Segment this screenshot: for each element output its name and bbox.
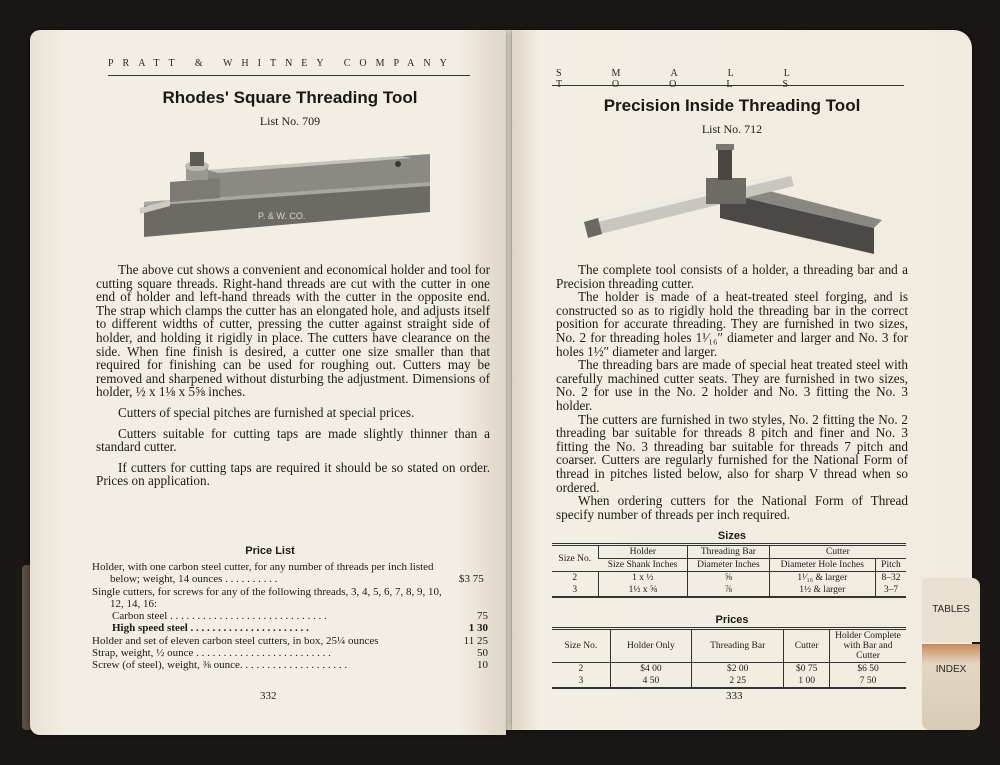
table-row: 3 1½ x ⅝ ⅞ 1½ & larger 3–7 xyxy=(552,584,906,597)
tab-tables[interactable]: TABLES xyxy=(922,578,980,642)
prices-title: Prices xyxy=(715,614,749,626)
list-number: List No. 709 xyxy=(259,114,321,128)
column-header: Size No. xyxy=(552,545,598,572)
column-header: Cutter xyxy=(784,629,830,663)
paragraph: Cutters suitable for cutting taps are made slightly thinner than a standard cutter. xyxy=(96,425,490,455)
group-header: Threading Bar xyxy=(688,545,770,559)
paragraph: The above cut shows a convenient and economical holder and tool for cutting square threads. Right-hand threads are cut with the cutter in one end of holder and left-hand threads with the cutter in the opposite end. The strap which clamps the cutter has an elongated hole, and adjusts itself to different widths of cutter, pressing the cutter against straight side of holder, and holding it rigidly in place. The cutters have clearance on the side. When fine finish is desired, a cutter one size smaller than that required for finishing can be used for roughing out. Cutters may be removed and sharpened without disturbing the adjustment. Dimensions of holder, ½ x 1⅛ x 5⅝ inches. xyxy=(96,262,490,400)
column-header: Threading Bar xyxy=(692,629,784,663)
paragraph: The threading bars are made of special heat treated steel with carefully machined cutter seats. They are furnished in two sizes, No. 2 for use in the No. 2 holder and No. 3 fitting the No. 3 holder. xyxy=(556,357,908,413)
price-row: Holder and set of eleven carbon steel cutters, in box, 25¼ ounces 11 25 xyxy=(92,634,488,647)
paragraph: The cutters are furnished in two styles, No. 2 fitting the No. 2 threading bar suitable for threads 8 pitch and finer and No. 3 fitting the No. 3 threading bar suitable for threads 7 pitch and coarser. Cutters are regularly furnished for the National Form of thread in pitches listed below, also for sharp V thread when so ordered. xyxy=(556,411,908,495)
column-header: Diameter Inches xyxy=(688,559,770,572)
price-row: Single cutters, for screws for any of the following threads, 3, 4, 5, 6, 7, 8, 9, 10, 12, 14, 16: xyxy=(92,585,442,610)
description-body xyxy=(96,263,490,495)
prices-table xyxy=(552,627,906,689)
column-header: Holder Complete with Bar and Cutter xyxy=(830,629,907,663)
page-title: Precision Inside Threading Tool xyxy=(603,96,861,115)
tab-index[interactable]: INDEX xyxy=(922,644,980,730)
paragraph: If cutters for cutting taps are required it should be so stated on order. Prices on application. xyxy=(96,459,490,489)
price-row: High speed steel . . . . . . . . . . . . . . . . . . . . . . 1 30 xyxy=(112,622,488,635)
right-page xyxy=(512,30,972,730)
header-rule xyxy=(552,85,904,86)
page-number: 332 xyxy=(260,690,277,702)
column-header: Holder Only xyxy=(610,629,691,663)
running-head: PRATT & WHITNEY COMPANY xyxy=(108,58,456,69)
price-list xyxy=(92,561,488,672)
column-header: Diameter Hole Inches xyxy=(769,559,875,572)
column-header: Size Shank Inches xyxy=(607,560,678,570)
sizes-title: Sizes xyxy=(717,530,747,542)
column-header: Size No. xyxy=(564,641,598,651)
table-row: 2 $4 00 $2 00 $0 75 $6 50 xyxy=(552,663,906,676)
list-number: List No. 712 xyxy=(701,122,763,136)
page-title: Rhodes' Square Threading Tool xyxy=(162,88,418,107)
table-row: 3 4 50 2 25 1 00 7 50 xyxy=(552,675,906,688)
price-row: Screw (of steel), weight, ⅜ ounce. . . . . . . . . . . . . . . . . . . . 10 xyxy=(92,659,488,672)
square-threading-tool-illustration xyxy=(130,142,440,242)
paragraph: The holder is made of a heat-treated steel forging, and is constructed so as to rigidly hold the threading bar in the correct position for accurate threading. They are furnished in two sizes, No. 2 for threading holes 1¹⁄₁₆″ diameter and larger and No. 3 for holes 1½″ diameter and larger. xyxy=(556,289,908,359)
inside-threading-tool-illustration xyxy=(582,142,892,264)
sizes-table xyxy=(552,543,906,598)
group-header: Cutter xyxy=(769,545,906,559)
left-page xyxy=(30,30,506,735)
column-header: Pitch xyxy=(875,559,906,572)
paragraph: When ordering cutters for the National Form of Thread specify number of threads per inch required. xyxy=(556,493,908,522)
page-number: 333 xyxy=(726,690,743,702)
paragraph: The complete tool consists of a holder, a threading bar and a Precision threading cutter. xyxy=(556,262,908,291)
running-head: SMALL TOOLS xyxy=(556,68,840,90)
description-body xyxy=(556,263,908,521)
tool-marking: P. & W. CO. xyxy=(258,211,306,221)
header-rule xyxy=(108,75,470,76)
price-row: Strap, weight, ½ ounce . . . . . . . . . . . . . . . . . . . . . . . . . 50 xyxy=(92,647,488,660)
group-header: Holder xyxy=(598,545,687,559)
price-row: Carbon steel . . . . . . . . . . . . . . . . . . . . . . . . . . . . . 75 xyxy=(112,610,488,623)
price-list-title: Price List xyxy=(245,545,295,557)
paragraph: Cutters of special pitches are furnished at special prices. xyxy=(118,404,415,420)
price-row: Holder, with one carbon steel cutter, for any number of threads per inch listed below; weight, 14 ounces . . . . . . . . . . $3 75 xyxy=(92,561,484,586)
table-row: 2 1 x ½ ⅝ 1¹⁄₁₆ & larger 8–32 xyxy=(552,572,906,585)
